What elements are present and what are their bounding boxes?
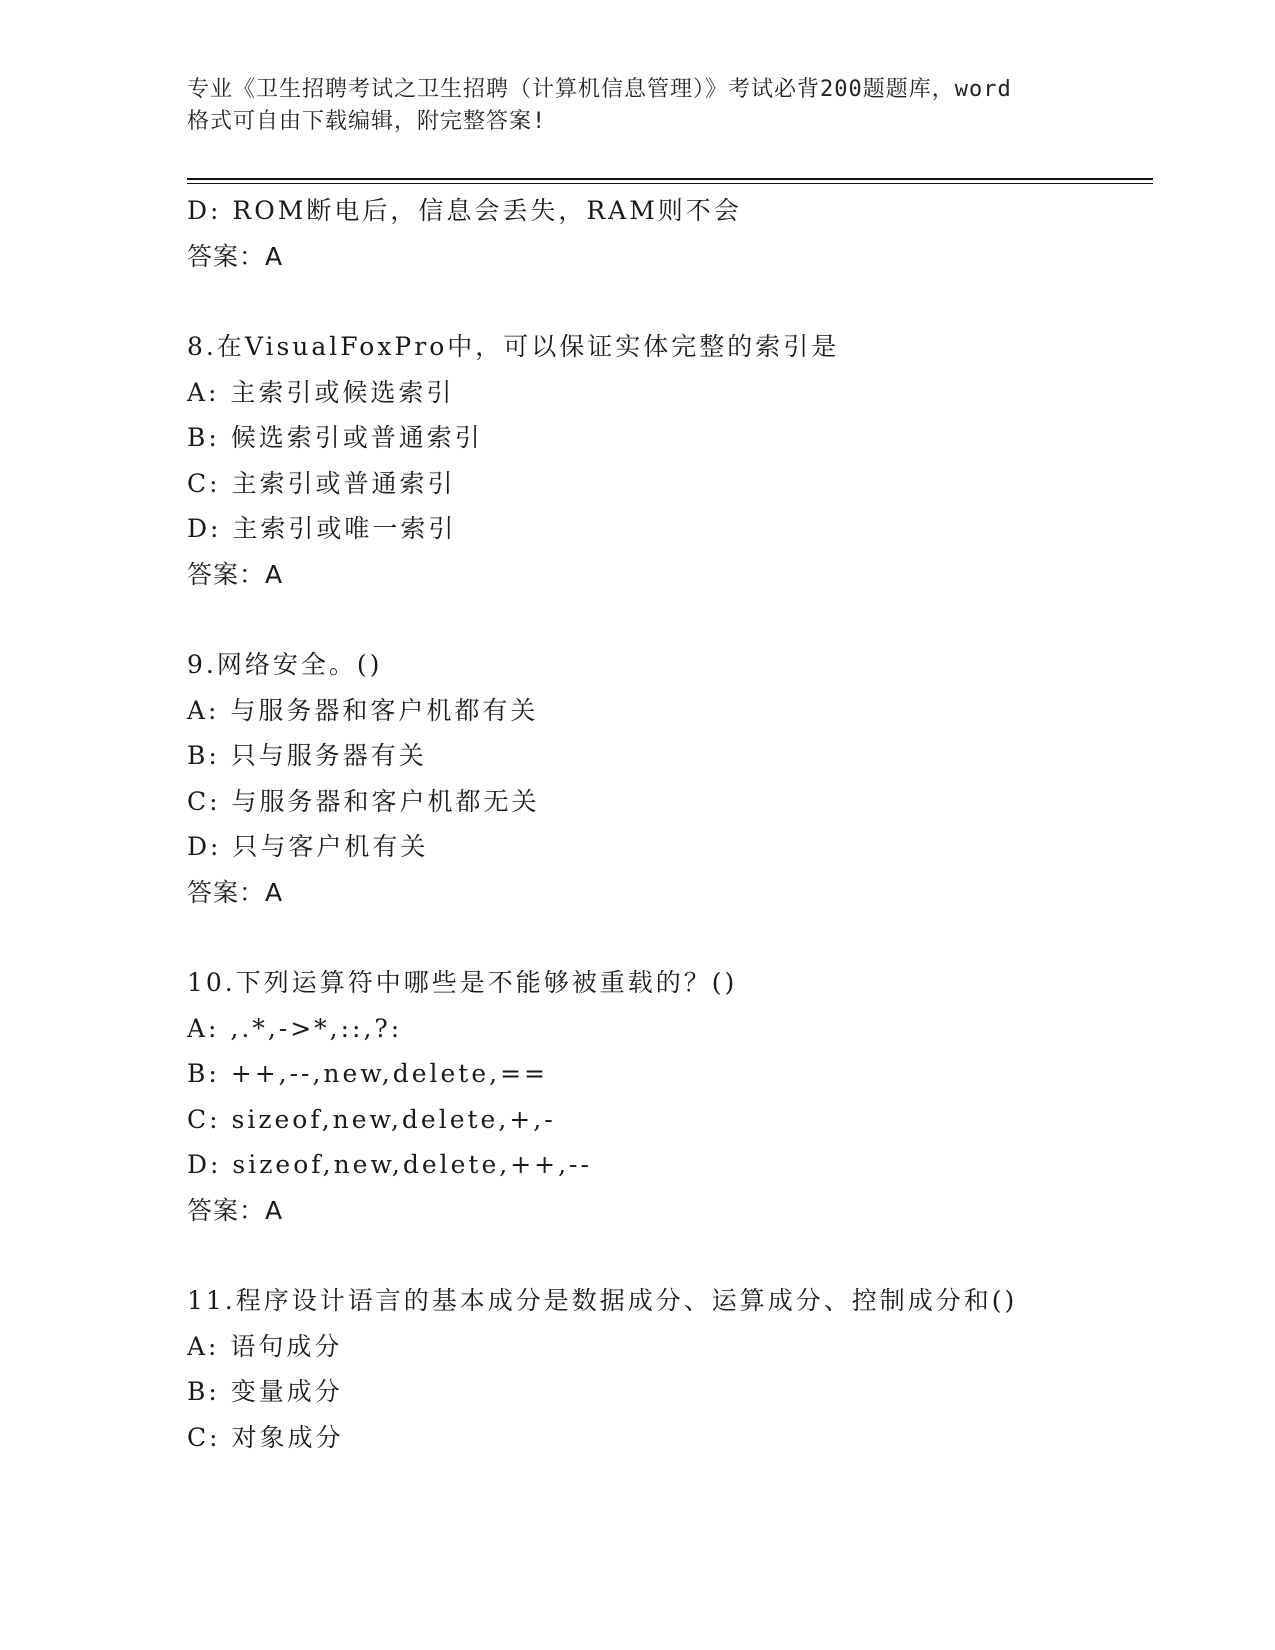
answer-line: 答案：A bbox=[187, 559, 284, 589]
option-d: D: sizeof,new,delete,++,-- bbox=[187, 1150, 592, 1179]
option-c: C: sizeof,new,delete,+,- bbox=[187, 1104, 556, 1134]
question-list bbox=[187, 188, 1147, 1460]
option-d: D: 主索引或唯一索引 bbox=[187, 514, 457, 543]
answer-line: 答案：A bbox=[187, 1195, 284, 1225]
option-c: C: 对象成分 bbox=[187, 1422, 344, 1452]
option-d: D: 只与客户机有关 bbox=[187, 832, 429, 861]
option-b: B: 变量成分 bbox=[187, 1377, 343, 1406]
answer-line: 答案：A bbox=[187, 241, 284, 271]
header-title-line-1: 专业《卫生招聘考试之卫生招聘（计算机信息管理）》考试必背200题题库，word bbox=[187, 77, 1012, 102]
option-b: B: 候选索引或普通索引 bbox=[187, 423, 483, 452]
question-stem: 11.程序设计语言的基本成分是数据成分、运算成分、控制成分和() bbox=[187, 1286, 1018, 1315]
question-stem: 10.下列运算符中哪些是不能够被重载的？() bbox=[187, 968, 738, 997]
header-divider-thick bbox=[187, 178, 1153, 180]
question-11 bbox=[187, 1278, 1147, 1460]
question-10 bbox=[187, 960, 1147, 1233]
header-divider-thin bbox=[187, 183, 1153, 184]
document-header bbox=[187, 74, 1087, 138]
option-b: B: ++,--,new,delete,== bbox=[187, 1059, 548, 1088]
option-b: B: 只与服务器有关 bbox=[187, 741, 427, 770]
option-d: D: ROM断电后，信息会丢失，RAM则不会 bbox=[187, 196, 742, 225]
option-c: C: 与服务器和客户机都无关 bbox=[187, 786, 540, 816]
answer-line: 答案：A bbox=[187, 877, 284, 907]
question-stem: 8.在VisualFoxPro中，可以保证实体完整的索引是 bbox=[187, 332, 840, 361]
option-c: C: 主索引或普通索引 bbox=[187, 468, 456, 498]
question-stem: 9.网络安全。() bbox=[187, 650, 383, 679]
previous-question-tail bbox=[187, 188, 1147, 279]
header-title-line-2: 格式可自由下载编辑，附完整答案! bbox=[187, 109, 547, 134]
question-9 bbox=[187, 642, 1147, 915]
option-a: A: 语句成分 bbox=[187, 1331, 343, 1361]
option-a: A: 主索引或候选索引 bbox=[187, 377, 455, 407]
option-a: A: 与服务器和客户机都有关 bbox=[187, 695, 539, 725]
option-a: A: ,.*,->*,::,?: bbox=[187, 1013, 403, 1043]
question-8 bbox=[187, 324, 1147, 597]
